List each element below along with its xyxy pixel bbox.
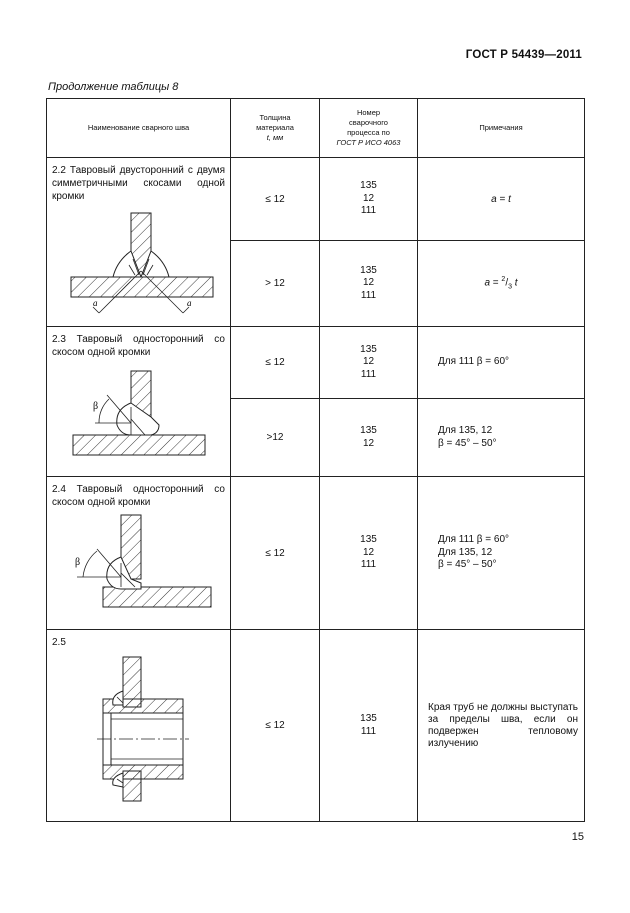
header-notes: Примечания — [418, 99, 585, 158]
header-name: Наименование сварного шва — [47, 99, 231, 158]
page-number: 15 — [571, 831, 584, 843]
process-cell: 135 12 — [320, 399, 418, 477]
thickness-cell: ≤ 12 — [231, 158, 320, 241]
weld-name: 2.3 Тавровый односторонний со скосом одной кромки — [52, 334, 225, 358]
note-cell: $a = ^2/_3$ t — [418, 241, 585, 327]
standard-number: ГОСТ Р 54439—2011 — [465, 49, 582, 61]
process-cell: 135 12 111 — [320, 477, 418, 630]
thickness-cell: ≤ 12 — [231, 477, 320, 630]
table-row — [47, 158, 585, 241]
note-cell: a = t — [418, 158, 585, 241]
weld-name-cell — [47, 158, 231, 327]
weld-figure-2-3 — [47, 359, 230, 459]
thickness-cell: ≤ 12 — [231, 327, 320, 399]
table-header-row — [47, 99, 585, 158]
header-thickness: Толщина материала t, мм — [231, 99, 320, 158]
weld-name-cell — [47, 630, 231, 822]
thickness-cell: > 12 — [231, 241, 320, 327]
weld-name: 2.2 Тавровый двусторонний с двумя симметричными скосами одной кромки — [52, 165, 225, 202]
weld-name: 2.4 Тавровый односторонний со скосом одной кромки — [52, 484, 225, 508]
weld-name: 2.5 — [52, 637, 66, 648]
weld-figure-2-5 — [47, 649, 230, 809]
process-cell: 135 12 111 — [320, 327, 418, 399]
fig-label-beta: β — [75, 557, 81, 568]
header-process: Номер сварочного процесса по ГОСТ Р ИСО 4063 — [320, 99, 418, 158]
note-cell: Края труб не должны выступать за пределы шва, если он подвержен тепловому излучению — [418, 630, 585, 822]
note-cell: Для 111 β = 60° Для 135, 12 β = 45° – 50° — [418, 477, 585, 630]
fig-label-a-right: a — [187, 298, 192, 308]
thickness-cell: ≤ 12 — [231, 630, 320, 822]
weld-figure-2-2 — [47, 203, 230, 321]
note-cell: Для 111 β = 60° — [418, 327, 585, 399]
table-continuation-caption: Продолжение таблицы 8 — [48, 81, 179, 93]
thickness-cell: >12 — [231, 399, 320, 477]
weld-table — [46, 98, 585, 822]
table-row — [47, 327, 585, 399]
fig-label-beta: β — [93, 401, 99, 412]
table-row — [47, 477, 585, 630]
weld-figure-2-4 — [47, 509, 230, 613]
weld-name-cell — [47, 327, 231, 477]
process-cell: 135 111 — [320, 630, 418, 822]
process-cell: 135 12 111 — [320, 158, 418, 241]
fig-label-a-left: a — [93, 298, 98, 308]
table-row — [47, 630, 585, 822]
note-cell: Для 135, 12 β = 45° – 50° — [418, 399, 585, 477]
process-cell: 135 12 111 — [320, 241, 418, 327]
weld-name-cell — [47, 477, 231, 630]
